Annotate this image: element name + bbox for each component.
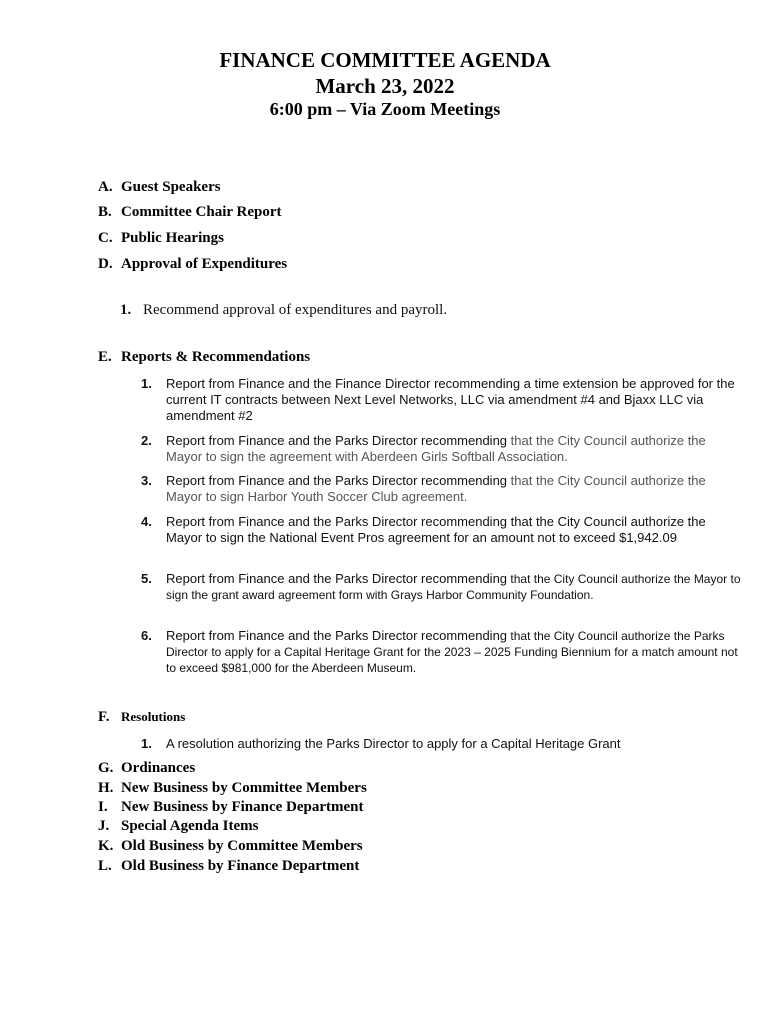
section-label: Ordinances [121,760,196,776]
agenda-title: FINANCE COMMITTEE AGENDA [219,48,551,72]
section-k [98,838,363,855]
section-a [98,179,221,196]
item-number: 3. [141,473,152,488]
section-h [98,780,367,797]
section-l [98,858,359,875]
section-letter: K. [98,838,114,854]
section-letter: F. [98,709,110,725]
section-label: Public Hearings [121,230,224,246]
section-label: Guest Speakers [121,179,221,195]
resolution-item-1 [141,736,741,752]
section-i [98,799,364,816]
section-letter: I. [98,799,108,815]
section-letter: D. [98,256,113,272]
report-item-6 [141,628,741,676]
section-label: Reports & Recommendations [121,349,311,365]
section-letter: C. [98,230,113,246]
section-e [98,349,310,366]
section-b [98,204,282,221]
item-text-rest: that the City Council authorize the Mayor to sign the grant award agreement form with Grays Harbor Community Foundation. [166,572,741,602]
item-number: 1. [120,302,132,318]
section-letter: J. [98,818,110,834]
item-text: Recommend approval of expenditures and payroll. [143,302,448,318]
item-text: Report from Finance and the Finance Director recommending a time extension be approved for the current IT contracts between Next Level Networks, LLC via amendment #4 and Bjaxx LLC via amendment #2 [166,376,735,423]
item-text: Report from Finance and the Parks Director recommending that the City Council authorize the Mayor to sign the National Event Pros agreement for an amount not to exceed $1,942.09 [166,514,706,545]
item-text-lead: Report from Finance and the Parks Director recommending [166,473,508,488]
item-text-lead: Report from Finance and the Parks Director recommending [166,628,508,643]
section-letter: H. [98,780,114,796]
item-number: 6. [141,628,152,643]
report-item-3 [141,473,741,505]
section-label: New Business by Committee Members [121,780,367,796]
section-letter: L. [98,858,112,874]
section-letter: A. [98,179,113,195]
section-label: Resolutions [121,709,186,724]
report-item-4 [141,514,741,546]
section-label: Old Business by Finance Department [121,858,360,874]
item-text-rest: that the City Council authorize the Parks Director to apply for a Capital Heritage Grant for the 2023 – 2025 Funding Biennium for a match amount not to exceed $981,000 for the Aberdeen Museum. [166,629,738,675]
agenda-time-location: 6:00 pm – Via Zoom Meetings [269,99,501,119]
section-label: New Business by Finance Department [121,799,364,815]
section-label: Committee Chair Report [121,204,282,220]
section-label: Special Agenda Items [121,818,259,834]
section-g [98,760,195,777]
agenda-date: March 23, 2022 [315,74,455,98]
item-number: 2. [141,433,152,448]
section-d [98,256,287,273]
item-text: A resolution authorizing the Parks Director to apply for a Capital Heritage Grant [166,736,621,751]
item-text-rest: that the City Council authorize the Mayor to sign Harbor Youth Soccer Club agreement. [166,473,706,504]
item-text-lead: Report from Finance and the Parks Director recommending [166,571,508,586]
report-item-5 [141,571,741,603]
item-number: 1. [141,376,152,391]
item-number: 5. [141,571,152,586]
section-letter: E. [98,349,112,365]
section-c [98,230,224,247]
item-number: 4. [141,514,152,529]
item-text-rest: that the City Council authorize the Mayor to sign the agreement with Aberdeen Girls Softball Association. [166,433,706,464]
section-j [98,818,259,835]
section-letter: B. [98,204,112,220]
report-item-1 [141,376,741,424]
section-letter: G. [98,760,114,776]
section-label: Approval of Expenditures [121,256,288,272]
item-number: 1. [141,736,152,751]
report-item-2 [141,433,741,465]
expenditures-item [120,302,447,319]
item-text-lead: Report from Finance and the Parks Director recommending [166,433,508,448]
section-label: Old Business by Committee Members [121,838,363,854]
section-f [98,709,185,726]
